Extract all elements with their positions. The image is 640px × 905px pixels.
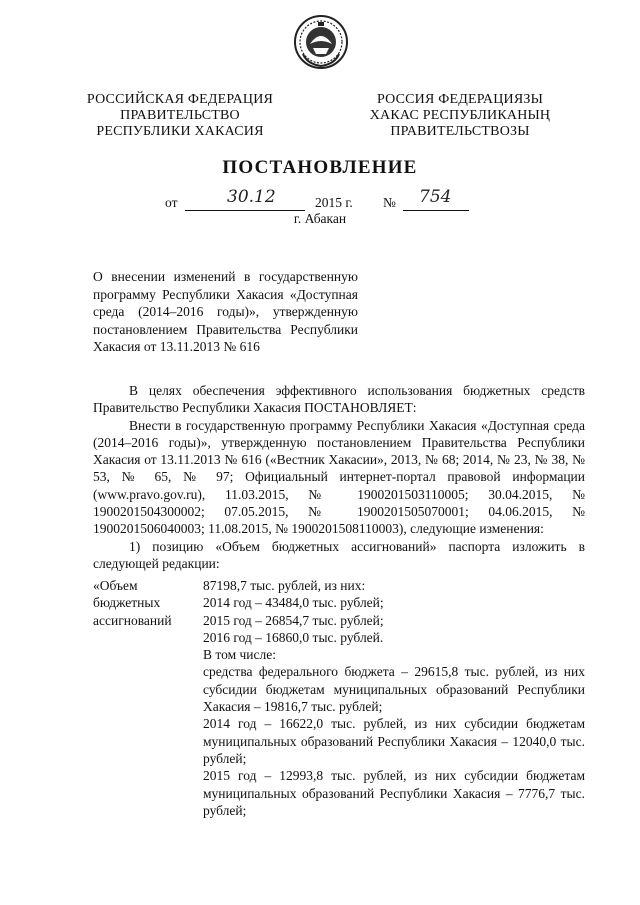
coat-of-arms-emblem bbox=[293, 14, 349, 70]
year-label: 2015 г. bbox=[315, 195, 353, 210]
header-right-line: РОССИЯ ФЕДЕРАЦИЯЗЫ bbox=[376, 92, 544, 107]
city-label: г. Абакан bbox=[293, 211, 347, 226]
document-subject: О внесении изменений в государственную программу Республики Хакасия «Доступная среда (2014–2016 годы)», утвержденную постановлением Правительства Республики Хакасия от 13.11.2013 № 616 bbox=[93, 269, 358, 354]
budget-label-column bbox=[93, 577, 193, 629]
header-left-line: РЕСПУБЛИКИ ХАКАСИЯ bbox=[96, 124, 264, 139]
budget-value-line: 2016 год – 16860,0 тыс. рублей. bbox=[203, 629, 384, 645]
date-prefix: от bbox=[165, 195, 178, 210]
budget-label-line: «Объем bbox=[93, 578, 138, 593]
budget-value-line: 87198,7 тыс. рублей, из них: bbox=[203, 578, 366, 593]
budget-value-line: средства федерального бюджета – 29615,8 тыс. рублей, из них субсидии бюджетам муниципальных образований Республики Хакасия – 19816,7 тыс. рублей; bbox=[203, 664, 585, 715]
body-paragraph: Внести в государственную программу Республики Хакасия «Доступная среда (2014–2016 годы)», утвержденную постановлением Правительства Республики Хакасия от 13.11.2013 № 616 («Вестник Хакасии», 2013, № 68; 2014, № 23, № 38, № 53, № 65, № 97; Официальный интернет-портал правовой информации (www.pravo.gov.ru), 11.03.2015, № 1900201503110005; 30.04.2015, № 1900201504300002; 07.05.2015, № 1900201505070001; 04.06.2015, № 1900201506040003; 11.08.2015, № 1900201508110003), следующие изменения: bbox=[93, 417, 585, 537]
header-right-block bbox=[355, 92, 565, 140]
budget-values-column bbox=[203, 577, 585, 819]
budget-label-line: бюджетных bbox=[93, 595, 161, 611]
header-left-line: РОССИЙСКАЯ ФЕДЕРАЦИЯ bbox=[86, 92, 274, 107]
budget-value-line: 2014 год – 16622,0 тыс. рублей, из них субсидии бюджетам муниципальных образований Республики Хакасия – 12040,0 тыс. рублей; bbox=[203, 716, 585, 766]
handwritten-date: 30.12 bbox=[227, 187, 276, 207]
handwritten-number: 754 bbox=[419, 187, 452, 207]
body-paragraph: 1) позицию «Объем бюджетных ассигнований» паспорта изложить в следующей редакции: bbox=[93, 538, 585, 571]
header-right-line: ХАКАС РЕСПУБЛИКАНЫҢ bbox=[369, 108, 551, 123]
budget-value-line: 2014 год – 43484,0 тыс. рублей; bbox=[203, 595, 384, 611]
document-title: ПОСТАНОВЛЕНИЕ bbox=[222, 157, 418, 178]
budget-value-line: В том числе: bbox=[203, 647, 276, 663]
budget-value-line: 2015 год – 12993,8 тыс. рублей, из них субсидии бюджетам муниципальных образований Республики Хакасия – 7776,7 тыс. рублей; bbox=[203, 768, 585, 818]
document-body bbox=[93, 382, 585, 572]
budget-value-line: 2015 год – 26854,7 тыс. рублей; bbox=[203, 612, 384, 628]
body-paragraph: В целях обеспечения эффективного использования бюджетных средств Правительство Республики Хакасия ПОСТАНОВЛЯЕТ: bbox=[93, 383, 585, 416]
budget-label-line: ассигнований bbox=[93, 612, 172, 628]
header-left-line: ПРАВИТЕЛЬСТВО bbox=[120, 108, 240, 123]
number-sign: № bbox=[383, 195, 396, 210]
header-left-block bbox=[75, 92, 285, 140]
header-right-line: ПРАВИТЕЛЬСТВОЗЫ bbox=[390, 124, 530, 139]
